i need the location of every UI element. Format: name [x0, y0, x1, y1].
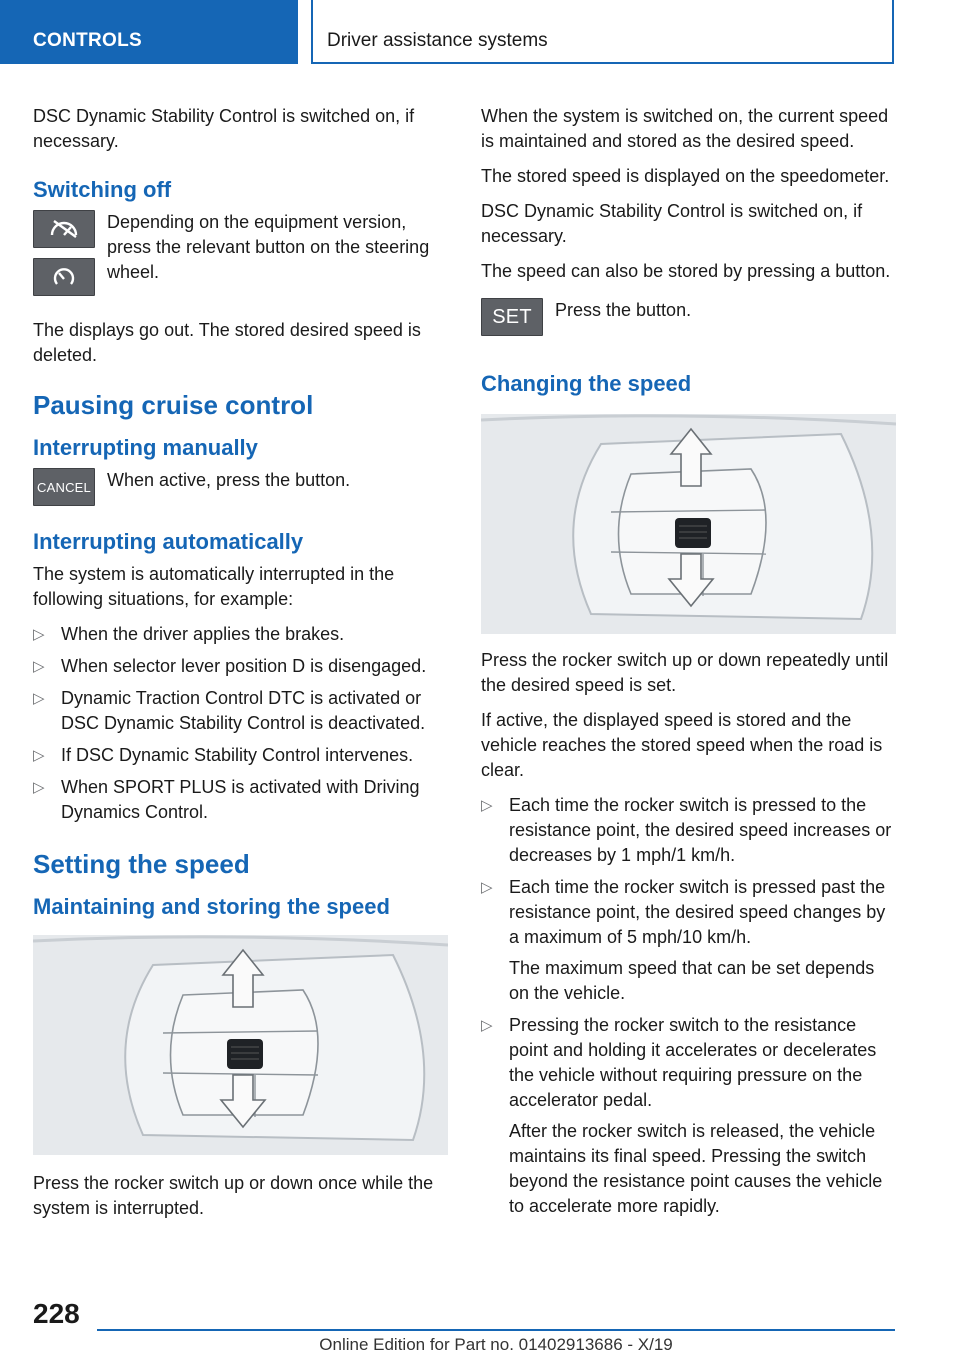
auto-list [33, 622, 448, 825]
cancel-button-icon [33, 468, 95, 506]
list-item: ▷ When SPORT PLUS is activated with Driving Dynamics Control. [33, 777, 420, 822]
triangle-bullet-icon: ▷ [481, 797, 493, 814]
changing-speed-heading: Changing the speed [481, 371, 692, 396]
list-item: ▷ If DSC Dynamic Stability Control intervenes. [33, 743, 448, 768]
footer-divider [97, 1329, 895, 1331]
left-column [33, 104, 448, 1231]
right-column [481, 104, 896, 1229]
edition-note: Online Edition for Part no. 01402913686 - X/19 [319, 1335, 673, 1354]
cruise-off-button-icon [33, 210, 95, 248]
page-number: 228 [33, 1298, 80, 1329]
button-icons [33, 468, 95, 516]
triangle-bullet-icon: ▷ [481, 1017, 493, 1034]
right-paragraph-1: When the system is switched on, the current speed is maintained and stored as the desired speed. [481, 106, 889, 151]
pausing-heading: Pausing cruise control [33, 390, 314, 420]
triangle-bullet-icon: ▷ [33, 626, 45, 643]
auto-text: The system is automatically interrupted in the following situations, for example: [33, 564, 395, 609]
chapter-title: Driver assistance systems [311, 0, 894, 64]
list-item-note: The maximum speed that can be set depends on the vehicle. [509, 958, 875, 1003]
interrupting-automatically-heading: Interrupting automatically [33, 529, 304, 554]
triangle-bullet-icon: ▷ [33, 747, 45, 764]
setting-speed-heading: Setting the speed [33, 849, 250, 879]
steering-wheel-rocker-icon [33, 935, 448, 1155]
setting-caption: Press the rocker switch up or down once while the system is interrupted. [33, 1173, 434, 1218]
list-item: ▷ Each time the rocker switch is pressed past the resistance point, the desired speed changes by a maximum of 5 mph/10 km/h. The maximum speed that can be set depends on the vehicle. [481, 875, 896, 1006]
changing-paragraph-2: If active, the displayed speed is stored and the vehicle reaches the stored speed when the road is clear. [481, 710, 883, 780]
set-button-row [481, 298, 896, 344]
cruise-toggle-button-icon [33, 258, 95, 296]
triangle-bullet-icon: ▷ [33, 779, 45, 796]
list-item: ▷ Each time the rocker switch is pressed to the resistance point, the desired speed increases or decreases by 1 mph/1 km/h. [481, 795, 892, 865]
cruise-gauge-icon [49, 264, 79, 290]
steering-wheel-rocker-icon [481, 414, 896, 634]
list-item: ▷ When selector lever position D is disengaged. [33, 654, 448, 679]
cancel-button-label: CANCEL [37, 479, 91, 495]
switching-off-text: Depending on the equipment version, press the relevant button on the steering wheel. [107, 212, 430, 282]
list-item: ▷ When the driver applies the brakes. [33, 622, 448, 647]
manual-text: When active, press the button. [107, 470, 351, 490]
triangle-bullet-icon: ▷ [33, 690, 45, 707]
list-item: ▷ Pressing the rocker switch to the resistance point and holding it accelerates or decelerates the vehicle without requiring pressure on the accelerator pedal. After the rocker switch is released, the vehicle maintains its final speed. Pressing the switch beyond the resistance point causes the vehicle to accelerate more rapidly. [481, 1013, 896, 1219]
intro-paragraph: DSC Dynamic Stability Control is switched on, if necessary. [33, 106, 415, 151]
manual-button-row [33, 468, 448, 516]
triangle-bullet-icon: ▷ [33, 658, 45, 675]
section-tab: CONTROLS [0, 0, 298, 64]
right-paragraph-2: The stored speed is displayed on the speedometer. [481, 166, 890, 186]
switching-off-after: The displays go out. The stored desired speed is deleted. [33, 320, 421, 365]
changing-paragraph-1: Press the rocker switch up or down repeatedly until the desired speed is set. [481, 650, 889, 695]
changing-list [481, 793, 896, 1219]
set-text: Press the button. [555, 300, 692, 320]
maintaining-storing-heading: Maintaining and storing the speed [33, 894, 390, 919]
right-paragraph-4: The speed can also be stored by pressing a button. [481, 261, 891, 281]
list-item: ▷ Dynamic Traction Control DTC is activated or DSC Dynamic Stability Control is deactivated. [33, 688, 426, 733]
triangle-bullet-icon: ▷ [481, 879, 493, 896]
rocker-switch-illustration [33, 935, 448, 1155]
list-item-note: After the rocker switch is released, the vehicle maintains its final speed. Pressing the switch beyond the resistance point causes the vehicle to accelerate more rapidly. [509, 1121, 883, 1216]
switching-off-heading: Switching off [33, 177, 172, 202]
cruise-speedometer-slash-icon [46, 217, 82, 241]
rocker-switch-illustration [481, 414, 896, 634]
switching-off-buttons [33, 210, 448, 306]
button-icons [33, 210, 95, 306]
interrupting-manually-heading: Interrupting manually [33, 435, 258, 460]
right-paragraph-3: DSC Dynamic Stability Control is switched on, if necessary. [481, 201, 863, 246]
set-button-icon [481, 298, 543, 336]
page-header [0, 0, 960, 66]
button-icons [481, 298, 543, 346]
set-button-label: SET [492, 305, 532, 328]
